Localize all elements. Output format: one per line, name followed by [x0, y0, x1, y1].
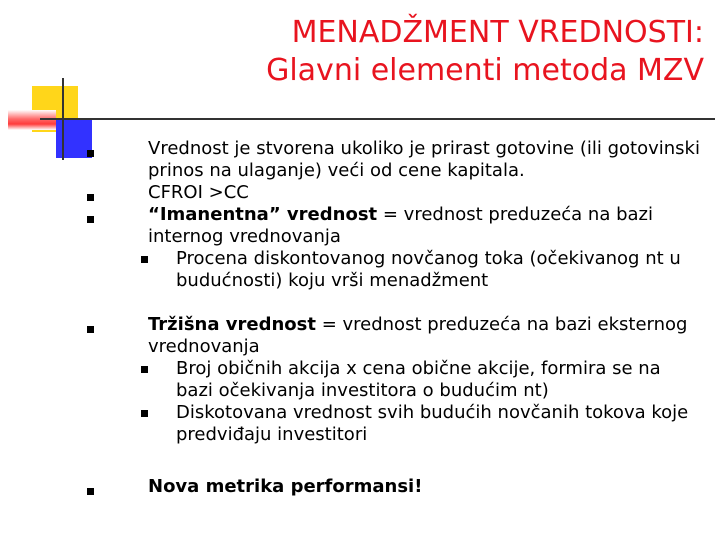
sub-bullet-square-icon [141, 256, 148, 263]
decor-red-bar [8, 110, 56, 130]
decor-horizontal-line [40, 118, 715, 120]
bullet-item-3 [0, 204, 720, 248]
bullet-text: CFROI >CC [148, 182, 249, 203]
sub-bullet-item [0, 358, 720, 402]
sub-bullet-item [0, 248, 720, 292]
bullet-square-icon [87, 150, 94, 157]
bullet-item-4 [0, 314, 720, 358]
bullet-bold-term: Nova metrika performansi! [148, 476, 423, 497]
bullet-square-icon [87, 326, 94, 333]
bullet-bold-term: Tržišna vrednost [148, 314, 316, 335]
sub-bullet-text: Broj običnih akcija x cena obične akcije, formira se na bazi očekivanja investitora o budućim nt) [176, 358, 661, 401]
bullet-square-icon [87, 216, 94, 223]
bullet-text: Vrednost je stvorena ukoliko je prirast gotovine (ili gotovinski prinos na ulaganje) veći od cene kapitala. [148, 138, 700, 181]
bullet-square-icon [87, 488, 94, 495]
sub-bullet-square-icon [141, 366, 148, 373]
sub-bullet-text: Procena diskontovanog novčanog toka (očekivanog nt u budućnosti) koju vrši menadžment [176, 248, 681, 291]
title-line-1: MENADŽMENT VREDNOSTI: [291, 15, 704, 50]
bullet-item-2 [0, 182, 720, 204]
slide-content [0, 138, 720, 498]
title-line-2: Glavni elementi metoda MZV [266, 53, 704, 88]
bullet-square-icon [87, 194, 94, 201]
sub-bullet-item [0, 402, 720, 446]
bullet-bold-term: “Imanentna” vrednost [148, 204, 378, 225]
sub-bullet-text: Diskotovana vrednost svih budućih novčanih tokova koje predviđaju investitori [176, 402, 689, 445]
bullet-text: = vrednost preduzeća na bazi internog vrednovanja [148, 204, 653, 247]
bullet-item-1 [0, 138, 720, 182]
bullet-text: = vrednost preduzeća na bazi eksternog vrednovanja [148, 314, 688, 357]
bullet-item-5 [0, 476, 720, 498]
sub-bullet-square-icon [141, 410, 148, 417]
slide-title [266, 14, 704, 90]
